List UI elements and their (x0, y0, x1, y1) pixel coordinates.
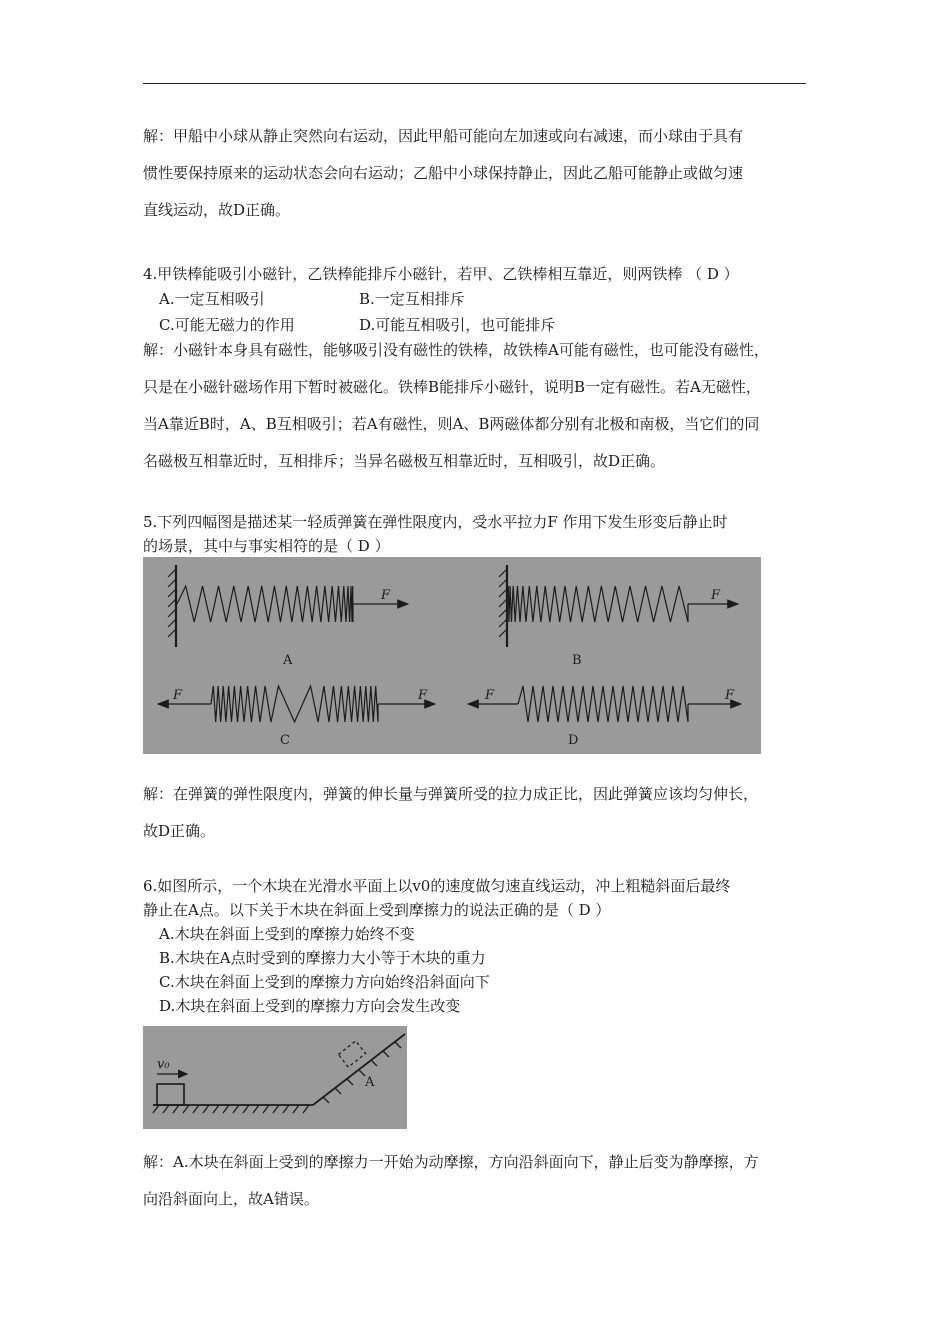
question-4-option-c: C.可能无磁力的作用 (159, 316, 295, 334)
label-c: C (280, 733, 290, 748)
solution-3-line-3: 直线运动，故D正确。 (143, 201, 291, 219)
solution-5 (143, 776, 808, 850)
question-4-stem: 4.甲铁棒能吸引小磁针，乙铁棒能排斥小磁针，若甲、乙铁棒相互靠近，则两铁棒 （ D ） (143, 265, 739, 283)
solution-4-line-1: 解：小磁针本身具有磁性，能够吸引没有磁性的铁棒，故铁棒A可能有磁性，也可能没有磁性， (143, 341, 769, 359)
solution-3-line-1: 解：甲船中小球从静止突然向右运动，因此甲船可能向左加速或向右减速，而小球由于具有 (143, 127, 744, 145)
label-d: D (568, 733, 579, 748)
question-4-option-a: A.一定互相吸引 (159, 290, 265, 308)
solution-6 (143, 1144, 808, 1218)
question-5-line-2: 的场景，其中与事实相符的是（ D ） (143, 537, 390, 555)
question-4-option-d: D.可能互相吸引，也可能排斥 (359, 316, 556, 334)
question-4 (143, 262, 808, 338)
force-label-b: F (711, 588, 721, 603)
velocity-label: v₀ (157, 1057, 170, 1072)
spring-c (158, 686, 435, 722)
force-label-d-right: F (725, 688, 735, 703)
solution-6-line-1: 解：A.木块在斜面上受到的摩擦力一开始为动摩擦，方向沿斜面向下，静止后变为静摩擦，方 (143, 1153, 759, 1171)
force-label-c-left: F (173, 688, 183, 703)
solution-3 (143, 118, 808, 229)
question-4-options-row-1 (143, 286, 808, 312)
solution-5-line-2: 故D正确。 (143, 822, 216, 840)
label-a: A (283, 653, 293, 668)
force-label-a: F (381, 588, 391, 603)
question-6-line-1: 6.如图所示，一个木块在光滑水平面上以v0的速度做匀速直线运动，冲上粗糙斜面后最终 (143, 877, 731, 895)
block-at-rest-dashed (338, 1041, 365, 1067)
question-5 (143, 510, 808, 558)
question-6-option-d: D.木块在斜面上受到的摩擦力方向会发生改变 (159, 997, 461, 1015)
question-6-option-b: B.木块在A点时受到的摩擦力大小等于木块的重力 (159, 949, 486, 967)
solution-5-line-1: 解：在弹簧的弹性限度内，弹簧的伸长量与弹簧所受的拉力成正比，因此弹簧应该均匀伸长， (143, 785, 759, 803)
question-6-option-a: A.木块在斜面上受到的摩擦力始终不变 (159, 925, 415, 943)
incline-diagram (143, 1026, 407, 1129)
point-a-label: A (365, 1075, 375, 1090)
header-rule (143, 83, 806, 84)
force-label-d-left: F (485, 688, 495, 703)
question-5-line-1: 5.下列四幅图是描述某一轻质弹簧在弹性限度内，受水平拉力F 作用下发生形变后静止时 (143, 513, 728, 531)
solution-4 (143, 332, 808, 480)
solution-6-line-2: 向沿斜面向上，故A错误。 (143, 1190, 319, 1208)
solution-4-line-3: 当A靠近B时，A、B互相吸引；若A有磁性，则A、B两磁体都分别有北极和南极，当它们的同 (143, 415, 760, 433)
spring-a (168, 565, 408, 647)
springs-diagram (143, 557, 761, 754)
question-6-option-c: C.木块在斜面上受到的摩擦力方向始终沿斜面向下 (159, 973, 490, 991)
force-label-c-right: F (418, 688, 428, 703)
wooden-block (157, 1084, 184, 1105)
figure-incline (143, 1026, 407, 1129)
figure-springs (143, 557, 761, 754)
spring-b (499, 565, 738, 647)
label-b: B (572, 653, 582, 668)
question-4-option-b: B.一定互相排斥 (359, 290, 465, 308)
solution-4-line-4: 名磁极互相靠近时，互相排斥；当异名磁极互相靠近时，互相吸引，故D正确。 (143, 452, 666, 470)
spring-d (468, 686, 741, 722)
solution-4-line-2: 只是在小磁针磁场作用下暂时被磁化。铁棒B能排斥小磁针，说明B一定有磁性。若A无磁性， (143, 378, 761, 396)
question-6 (143, 874, 808, 1018)
question-6-line-2: 静止在A点。以下关于木块在斜面上受到摩擦力的说法正确的是（ D ） (143, 901, 611, 919)
solution-3-line-2: 惯性要保持原来的运动状态会向右运动；乙船中小球保持静止，因此乙船可能静止或做匀速 (143, 164, 744, 182)
